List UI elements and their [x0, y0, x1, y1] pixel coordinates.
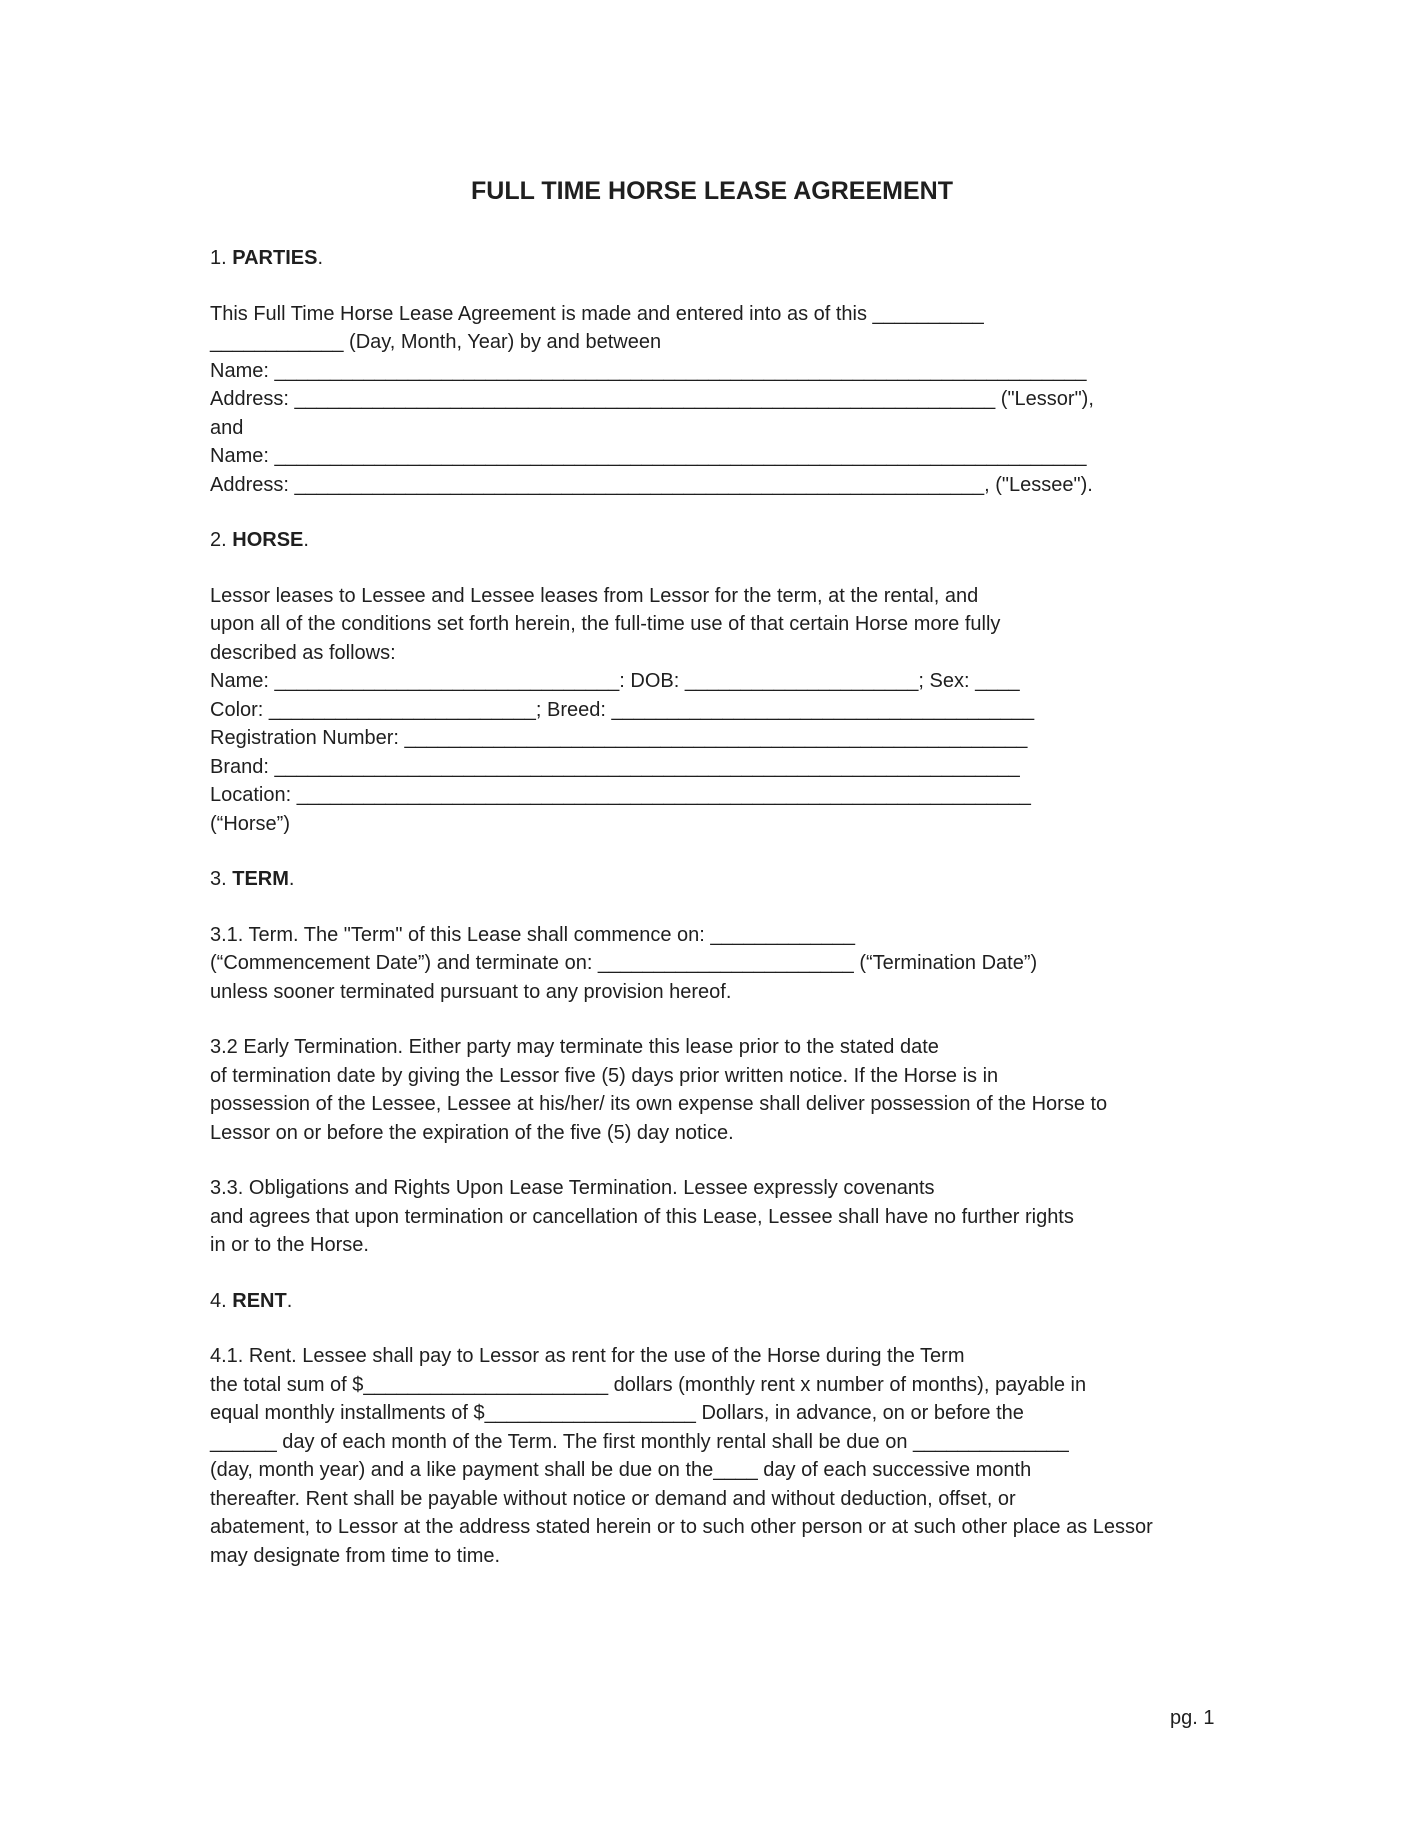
page-number: pg. 1 — [1170, 1707, 1215, 1729]
text-line: in or to the Horse. — [210, 1234, 369, 1256]
text-line: abatement, to Lessor at the address stated herein or to such other person or at such other place as Lessor — [210, 1516, 1153, 1538]
section-2-period: . — [303, 529, 309, 551]
lessee-name-field-line: Name: _________________________________________________________________________ — [210, 445, 1087, 467]
section-3-number: 3. — [210, 868, 233, 890]
text-line: Lessor leases to Lessee and Lessee leases from Lessor for the term, at the rental, and — [210, 584, 979, 607]
document-title: FULL TIME HORSE LEASE AGREEMENT — [471, 177, 953, 205]
text-line: and agrees that upon termination or cancellation of this Lease, Lessee shall have no further rights — [210, 1205, 1074, 1228]
obligations-paragraph — [210, 1174, 1214, 1260]
text-line: ____________ (Day, Month, Year) by and between — [210, 331, 662, 353]
horse-name-dob-sex-field-line: Name: _______________________________: DOB: _____________________; Sex: ____ — [210, 670, 1020, 692]
section-2-label: HORSE — [232, 529, 304, 551]
text-line: possession of the Lessee, Lessee at his/her/ its own expense shall deliver possession of the Horse to — [210, 1093, 1108, 1115]
section-3-label: TERM — [232, 868, 289, 890]
early-termination-paragraph — [210, 1033, 1214, 1147]
text-line: unless sooner terminated pursuant to any provision hereof. — [210, 980, 732, 1003]
lessor-name-field-line: Name: _________________________________________________________________________ — [210, 359, 1087, 382]
section-4-label: RENT — [232, 1289, 287, 1312]
successive-month-field-line: (day, month year) and a like payment shall be due on the____ day of each successive month — [210, 1459, 1032, 1481]
text-line: 3.3. Obligations and Rights Upon Lease Termination. Lessee expressly covenants — [210, 1177, 935, 1199]
parties-paragraph — [210, 300, 1214, 500]
section-3-heading — [210, 865, 1214, 894]
section-1-label: PARTIES — [232, 247, 318, 269]
page-content — [210, 176, 1214, 1597]
text-line: may designate from time to time. — [210, 1544, 501, 1567]
horse-color-breed-field-line: Color: ________________________; Breed: ______________________________________ — [210, 698, 1035, 721]
section-1-period: . — [317, 247, 324, 269]
lessee-address-field-line: Address: ______________________________________________________________, ("Lessee"). — [210, 473, 1093, 496]
text-line: Lessor on or before the expiration of the five (5) day notice. — [210, 1121, 734, 1144]
text-line: of termination date by giving the Lessor five (5) days prior written notice. If the Horse is in — [210, 1064, 999, 1087]
termination-date-field-line: (“Commencement Date”) and terminate on: _______________________ (“Termination Date”) — [210, 952, 1038, 974]
text-line: This Full Time Horse Lease Agreement is made and entered into as of this __________ — [210, 302, 984, 325]
horse-paragraph — [210, 582, 1214, 839]
horse-brand-field-line: Brand: ___________________________________________________________________ — [210, 755, 1020, 778]
installments-field-line: equal monthly installments of $___________________ Dollars, in advance, on or before the — [210, 1402, 1024, 1424]
text-line: described as follows: — [210, 641, 396, 664]
section-4-period: . — [286, 1289, 293, 1312]
text-line: and — [210, 416, 244, 439]
text-line: 4.1. Rent. Lessee shall pay to Lessor as rent for the use of the Horse during the Term — [210, 1345, 965, 1367]
horse-location-field-line: Location: __________________________________________________________________ — [210, 784, 1031, 806]
horse-registration-field-line: Registration Number: ________________________________________________________ — [210, 727, 1028, 749]
due-day-field-line: ______ day of each month of the Term. The first monthly rental shall be due on ______________ — [210, 1430, 1069, 1453]
term-paragraph — [210, 921, 1214, 1007]
section-4-heading — [210, 1287, 1214, 1316]
section-4-number: 4. — [210, 1289, 233, 1312]
section-2-number: 2. — [210, 529, 233, 551]
section-3-period: . — [288, 868, 295, 890]
total-sum-field-line: the total sum of $______________________ dollars (monthly rent x number of months), payable in — [210, 1373, 1087, 1396]
text-line: (“Horse”) — [210, 812, 290, 835]
text-line: thereafter. Rent shall be payable without notice or demand and without deduction, offset, or — [210, 1487, 1016, 1510]
text-line: upon all of the conditions set forth herein, the full-time use of that certain Horse more fully — [210, 613, 1001, 635]
section-1-number: 1. — [210, 247, 233, 269]
text-line: 3.2 Early Termination. Either party may terminate this lease prior to the stated date — [210, 1036, 939, 1058]
lessor-address-field-line: Address: _______________________________________________________________ ("Lessor"), — [210, 388, 1094, 410]
commencement-date-field-line: 3.1. Term. The "Term" of this Lease shall commence on: _____________ — [210, 923, 855, 946]
section-1-heading — [210, 244, 1214, 273]
rent-paragraph — [210, 1342, 1214, 1570]
section-2-heading — [210, 526, 1214, 555]
